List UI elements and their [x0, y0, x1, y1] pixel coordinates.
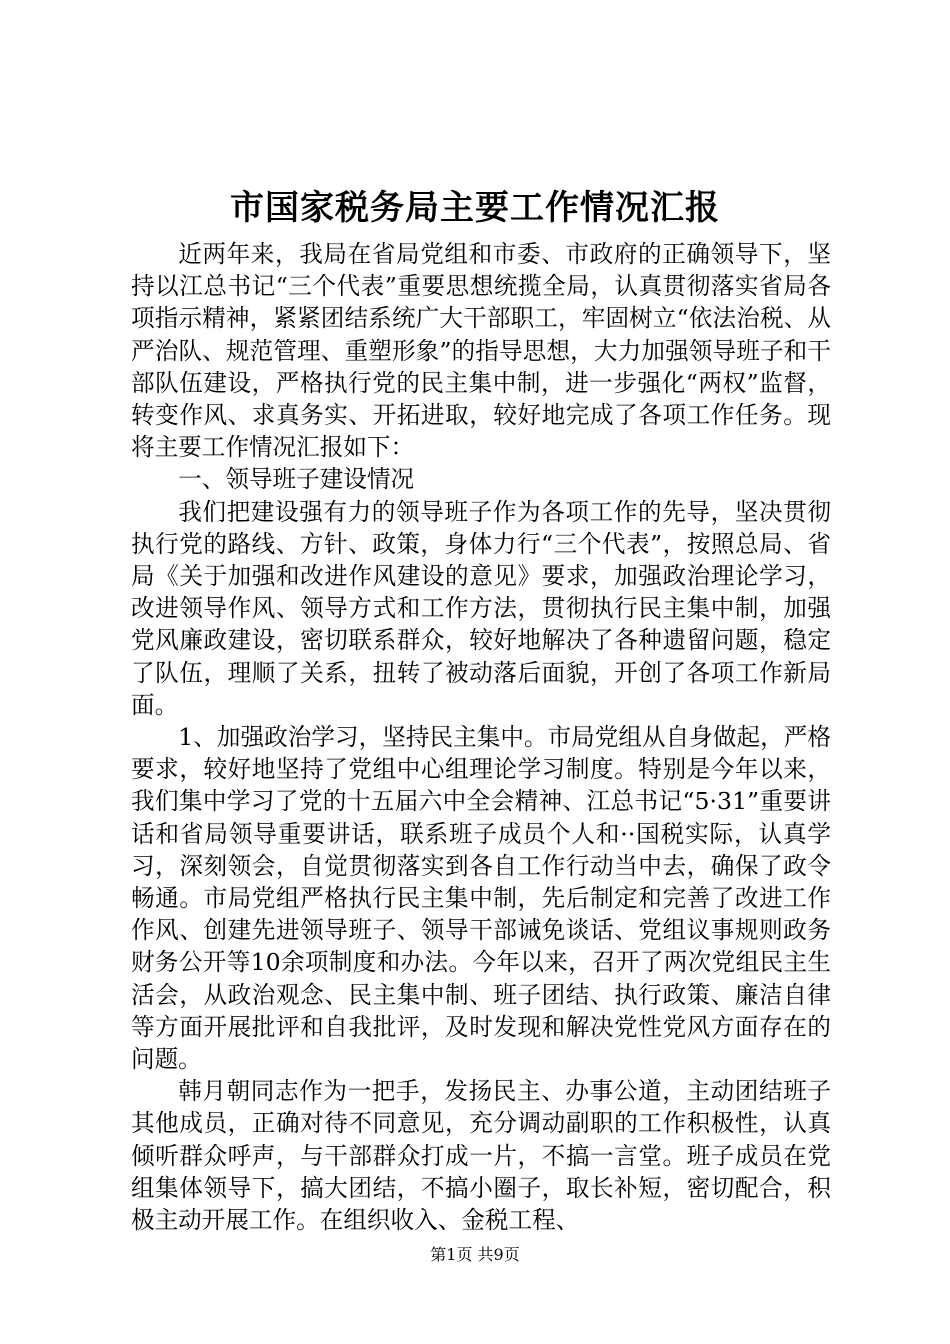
paragraph-leader: 韩月朝同志作为一把手，发扬民主、办事公道，主动团结班子其他成员，正确对待不同意见，充分调动副职的工作积极性，认真倾听群众呼声，与干部群众打成一片，不搞一言堂。班子成员在党组集体领导下，搞大团结，不搞小圈子，取长补短，密切配合，积极主动开展工作。在组织收入、金税工程、: [131, 1077, 831, 1235]
page-footer: 第1页 共9页: [430, 1245, 520, 1264]
paragraph-intro: 近两年来，我局在省局党组和市委、市政府的正确领导下，坚持以江总书记“三个代表”重要思想统揽全局，认真贯彻落实省局各项指示精神，紧紧团结系统广大干部职工，牢固树立“依法治税、从严治队、规范管理、重塑形象”的指导思想，大力加强领导班子和干部队伍建设，严格执行党的民主集中制，进一步强化“两权”监督，转变作风、求真务实、开拓进取，较好地完成了各项工作任务。现将主要工作情况汇报如下：: [131, 240, 831, 462]
paragraph-item-1: 1、加强政治学习，坚持民主集中。市局党组从自身做起，严格要求，较好地坚持了党组中心组理论学习制度。特别是今年以来，我们集中学习了党的十五届六中全会精神、江总书记“5·31”重要讲话和省局领导重要讲话，联系班子成员个人和··国税实际，认真学习，深刻领会，自觉贯彻落实到各自工作行动当中去，确保了政令畅通。市局党组严格执行民主集中制，先后制定和完善了改进工作作风、创建先进领导班子、领导干部诫免谈话、党组议事规则政务财务公开等10余项制度和办法。今年以来，召开了两次党组民主生活会，从政治观念、民主集中制、班子团结、执行政策、廉洁自律等方面开展批评和自我批评，及时发现和解决党性党风方面存在的问题。: [131, 723, 831, 1074]
paragraph-section-intro: 我们把建设强有力的领导班子作为各项工作的先导，坚决贯彻执行党的路线、方针、政策，身体力行“三个代表”，按照总局、省局《关于加强和改进作风建设的意见》要求，加强政治理论学习，改进领导作风、领导方式和工作方法，贯彻执行民主集中制，加强党风廉政建设，密切联系群众，较好地解决了各种遗留问题，稳定了队伍，理顺了关系，扭转了被动落后面貌，开创了各项工作新局面。: [131, 497, 831, 719]
section-heading: 一、领导班子建设情况: [178, 465, 415, 494]
document-title: 市国家税务局主要工作情况汇报: [230, 188, 720, 228]
document-body: [131, 238, 831, 1236]
